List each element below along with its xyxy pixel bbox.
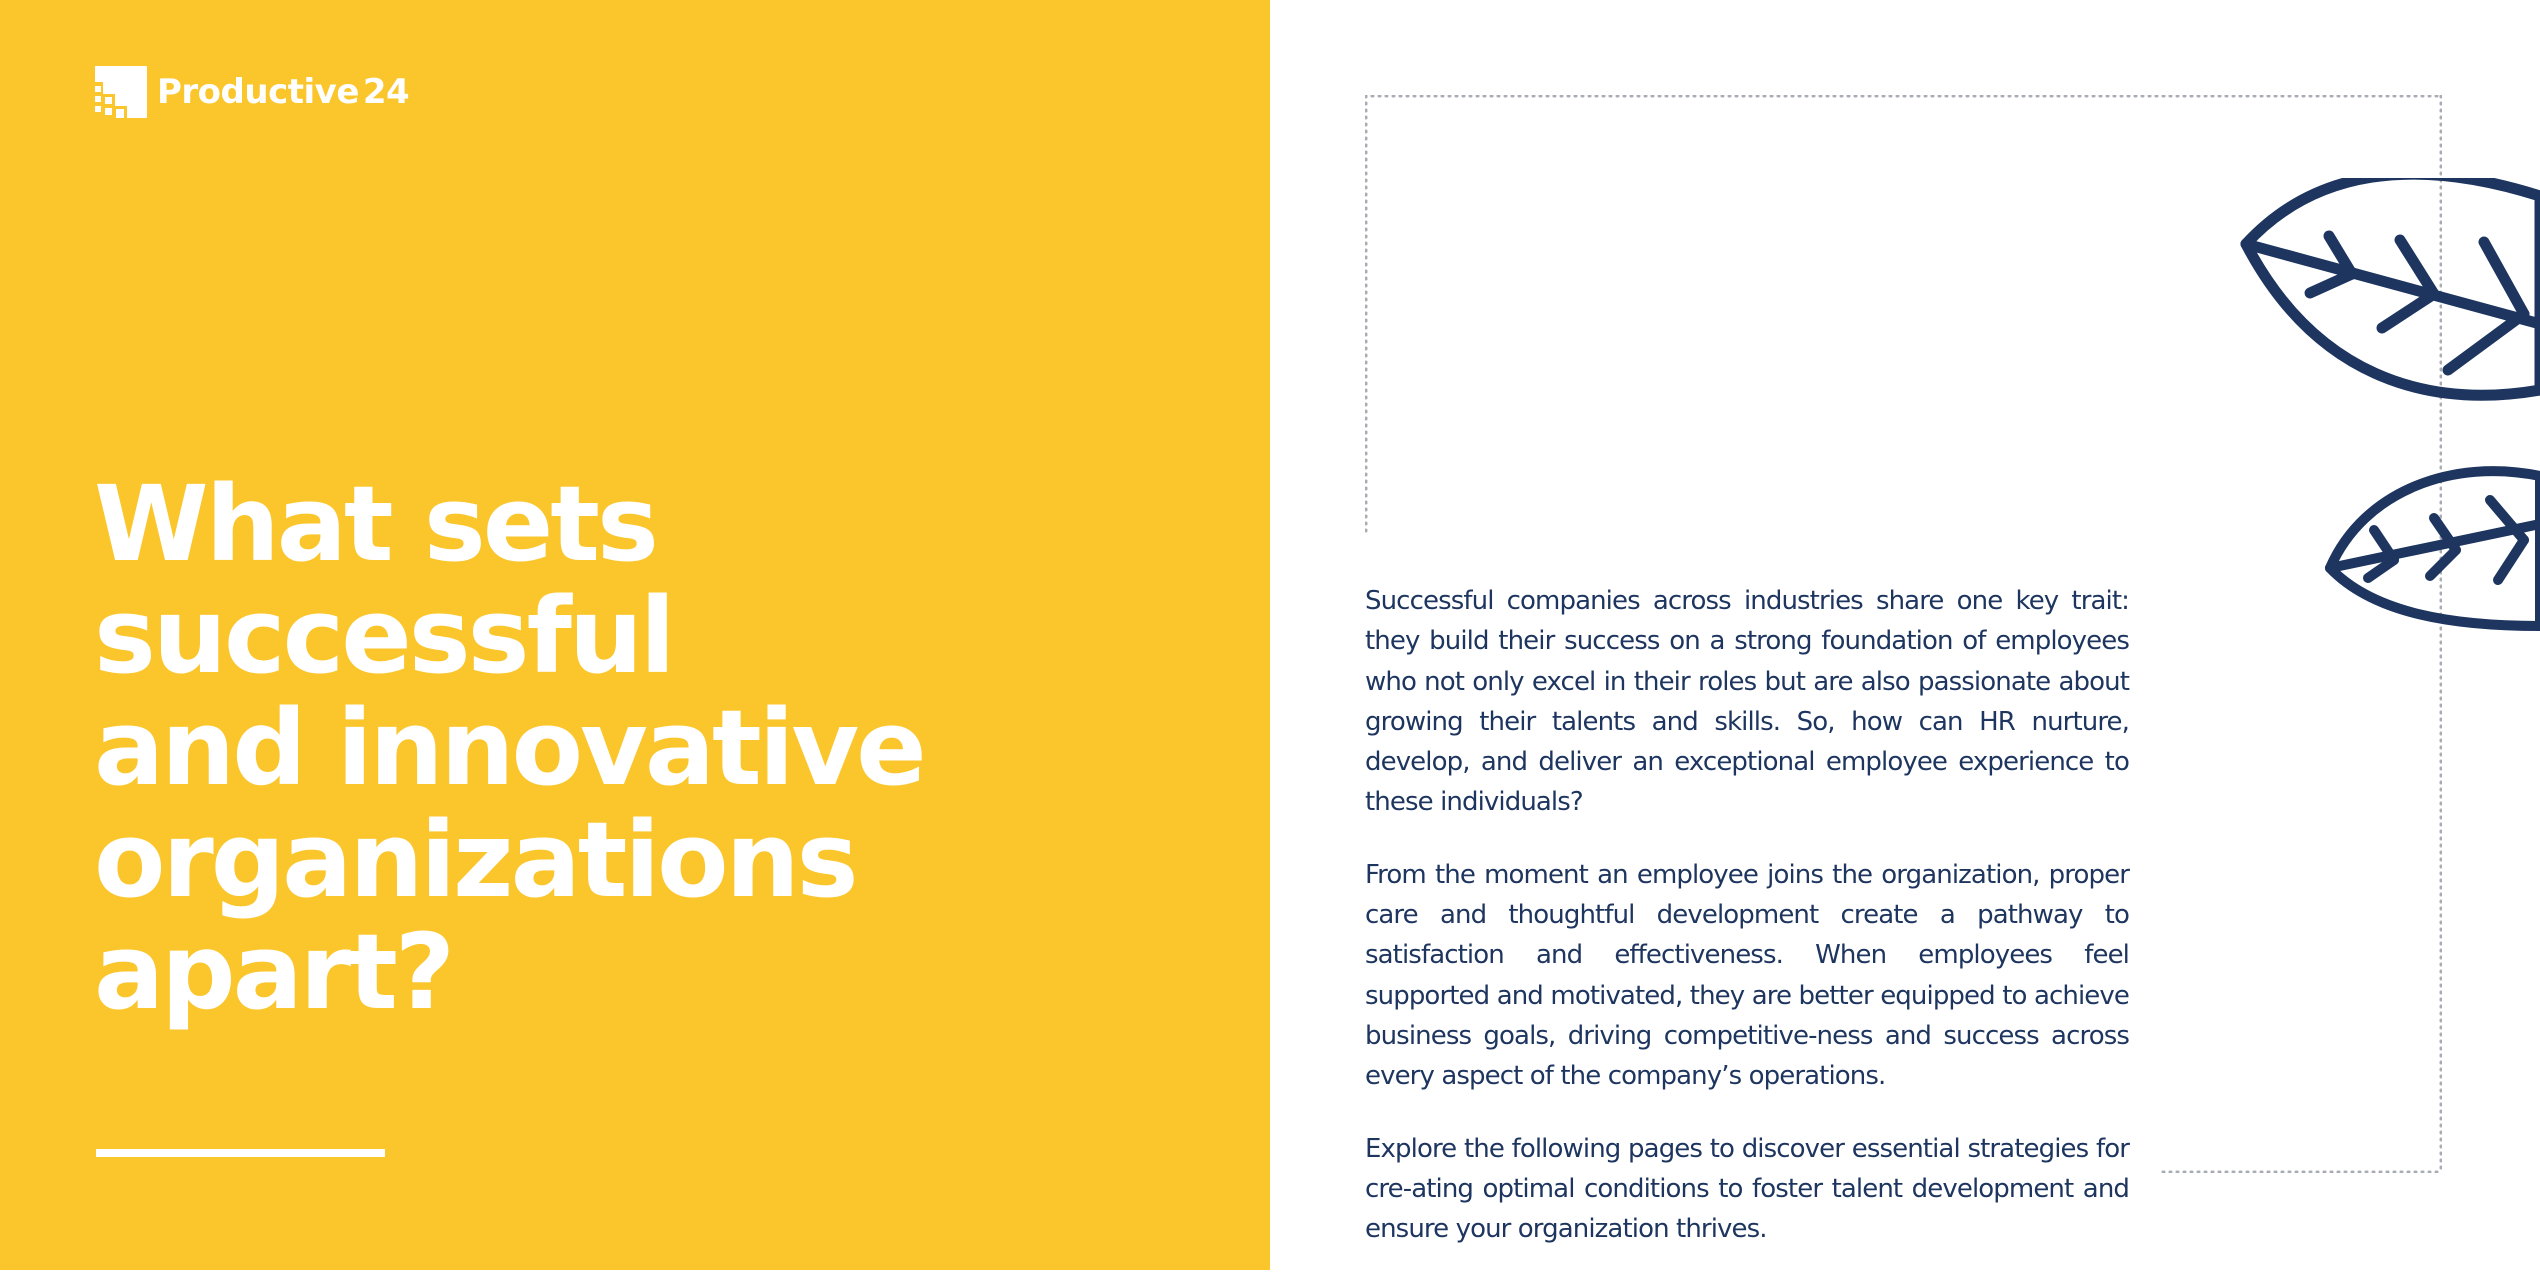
intro-body-text (1365, 581, 2129, 1281)
brand-wordmark (157, 72, 410, 112)
headline-line-2: successful (94, 575, 673, 697)
yellow-cover-panel (0, 0, 1270, 1270)
page-headline (94, 463, 1194, 1033)
productive24-logo-icon (95, 66, 147, 118)
leaf-icon (2234, 178, 2540, 638)
headline-line-3: and innovative (94, 687, 924, 809)
intro-paragraph-3: Explore the following pages to discover essential strategies for cre-ating optimal conditions to foster talent development and ensure your organization thrives. (1365, 1133, 2129, 1245)
headline-line-1: What sets (94, 463, 656, 585)
brand-name: Productive (157, 72, 359, 112)
headline-underline (96, 1149, 385, 1157)
headline-line-5: apart? (94, 911, 453, 1033)
headline-line-4: organizations (94, 799, 856, 921)
intro-paragraph-1: Successful companies across industries share one key trait: they build their success on a strong foundation of employees who not only excel in their roles but are also passionate about growing their talents and skills. So, how can HR nurture, develop, and deliver an exceptional employee experience to these individuals? (1365, 586, 2129, 818)
intro-paragraph-2: From the moment an employee joins the organization, proper care and thoughtful development create a pathway to satisfaction and effectiveness. When employees feel supported and motivated, they are better equipped to achieve business goals, driving competitive-ness and success across every aspect of the company’s operations. (1365, 859, 2129, 1092)
brand-logo (95, 66, 409, 118)
brand-number: 24 (362, 72, 410, 112)
leaf-large-icon (2246, 178, 2540, 395)
